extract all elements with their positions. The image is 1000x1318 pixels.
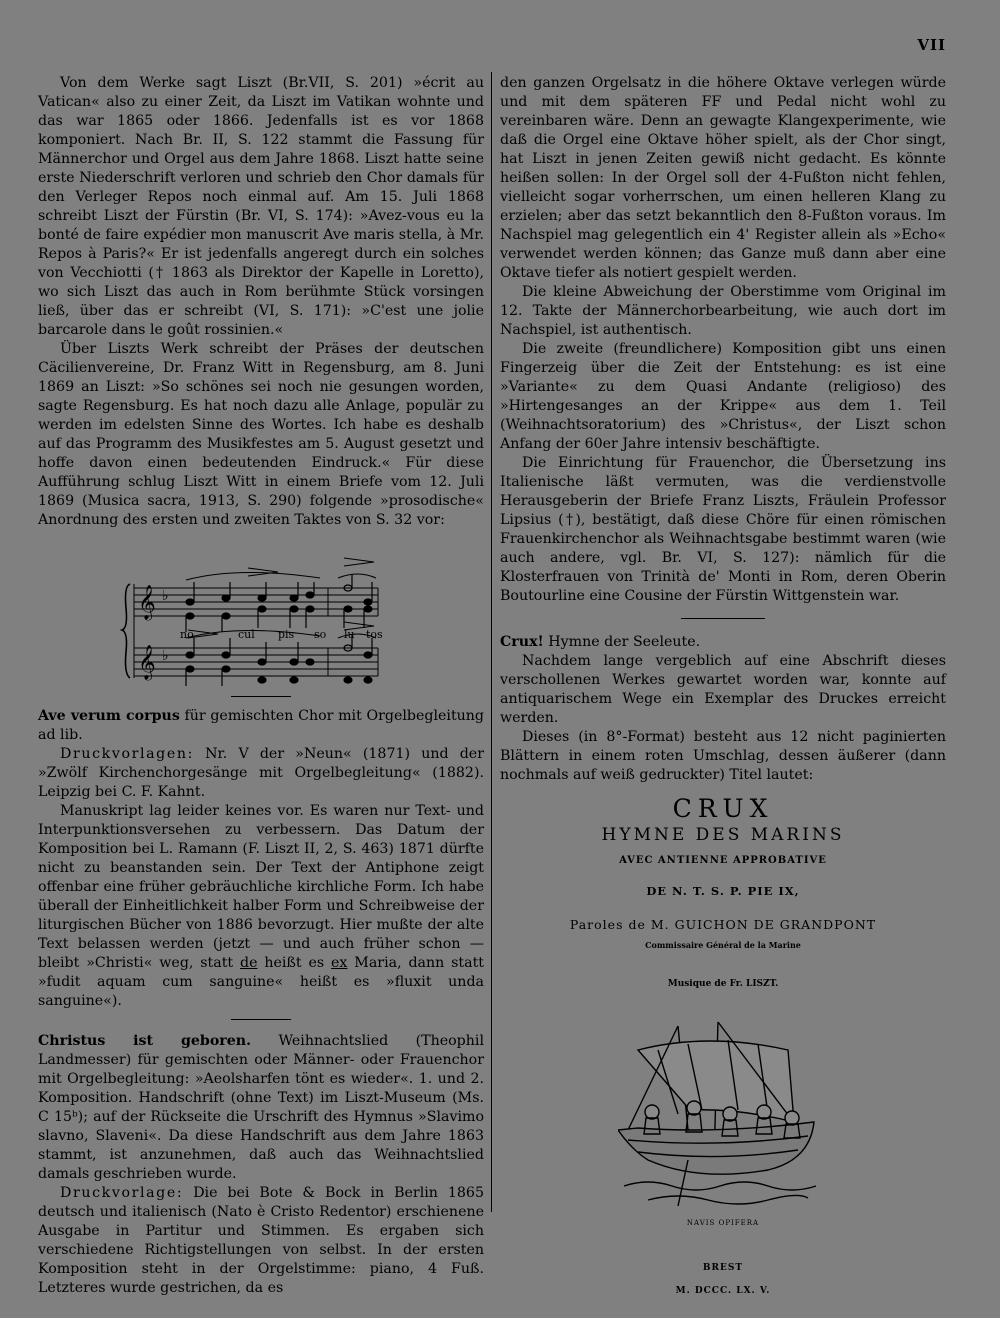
paragraph-zweite-komposition: Die zweite (freundlichere) Komposition gibt uns einen Fingerzeig über die Zeit der Entstehung: es ist eine »Variante« zu dem Quasi Andante (religioso) des »Hirtengesanges an der Krippe« aus dem 1. Teil (Weihnachtsoratorium) des »Christus«, der Liszt schon Anfang der 60er Jahre intensiv beschäftigte.: [500, 341, 946, 452]
lyric-syllable: lu: [344, 628, 355, 641]
facsimile-place: BREST: [702, 1263, 744, 1273]
christus-title: Christus ist geboren.: [38, 1033, 252, 1049]
druckvorlage-text: Die bei Bote & Bock in Berlin 1865 deutsch und italienisch (Nato è Cristo Redentor) erschienene Ausgabe in Partitur und Stimmen. Es ergaben sich verschiedene Richtigstellungen von selbst. In der ersten Komposition steht in der Orgelstimme: piano, 4 Fuß. Letzteres wurde gestrichen, da es: [38, 1185, 484, 1296]
column-rule: [491, 72, 492, 1212]
treble-clef-icon: 𝄞: [138, 645, 156, 680]
ave-verum-heading: [38, 707, 484, 745]
page-number: VII: [917, 36, 946, 54]
facsimile-line: AVEC ANTIENNE APPROBATIVE: [619, 855, 827, 866]
paragraph-abweichung: Die kleine Abweichung der Oberstimme vom Original im 12. Takte der Männerchorbearbeitung, wie auch dort im Nachspiel, ist authentisch.: [500, 284, 946, 338]
druckvorlagen-text: Nr. V der »Neun« (1871) und der »Zwölf Kirchenchorgesänge mit Orgelbegleitung« (1882). Leipzig bei C. F. Kahnt.: [38, 746, 484, 800]
right-column: [500, 74, 946, 1301]
lyric-syllable: cul: [238, 628, 255, 641]
christus-druckvorlage: [38, 1184, 484, 1298]
staff-lower: [134, 648, 378, 676]
paragraph-orgelsatz: den ganzen Orgelsatz in die höhere Oktave verlegen würde und mit dem späteren FF und Pedal nicht wohl zu vereinbaren wäre. Denn an gewagte Klangexperimente, wie daß die Orgel eine Oktave höher spielt, als der Chor singt, hat Liszt in jenen Zeiten gewiß nicht gedacht. Es könnte heißen sollen: In der Orgel soll der 4-Fußton nicht fehlen, vielleicht sogar vorherrschen, um einen helleren Klang zu erzielen; aber das setzt bekanntlich den 8-Fußton voraus. Im Nachspiel mag gelegentlich ein 4' Register allein als »Echo« verwendet werden können; das Ganze muß dann aber eine Oktave tiefer als notiert gespielt werden.: [500, 75, 946, 281]
illustration-caption: NAVIS OPIFERA: [686, 1219, 760, 1227]
facsimile-title: CRUX: [672, 794, 774, 823]
christus-description: Weihnachtslied (Theophil Landmesser) für gemischten oder Männer- oder Frauenchor mit Orgelbegleitung: »Aeolsharfen tönt es wieder«. 1. und 2. Komposition. Handschrift (ohne Text) im Liszt-Museum (Ms. C 15ᵇ); auf der Rückseite die Urschrift des Hymnus »Slavimo slavno, Slaveni«. Da diese Handschrift aus dem Jahre 1863 stammt, ist anzunehmen, daß auch das Weihnachtslied damals geschrieben wurde.: [38, 1033, 484, 1182]
section-separator: [231, 1019, 291, 1020]
left-column: [38, 74, 484, 1298]
crux-subtitle: Hymne der Seeleute.: [543, 634, 701, 650]
facsimile-composer: Musique de Fr. LISZT.: [667, 979, 779, 989]
lyric-syllable: tos: [366, 628, 383, 641]
facsimile-lyricist-title: Commissaire Général de la Marine: [645, 940, 801, 950]
crux-heading: [500, 633, 946, 652]
svg-text:♭: ♭: [162, 648, 169, 664]
music-example: [38, 538, 484, 688]
ave-verum-notes: Manuskript lag leider keines vor. Es waren nur Text- und Interpunktionsversehen zu verbessern. Das Datum der Komposition bei L. Ramann (F. Liszt II, 2, S. 463) 1871 dürfte nicht zu beanstanden sein. Der Text der Antiphone zeigt offenbar eine früher gebräuchliche kirchliche Form. Ich habe überall der Einheitlichkeit halber Form und Schreibweise der liturgischen Bücher von 1886 bevorzugt. Hier mußte der alte Text belassen werden (jetzt — und auch früher schon — bleibt »Christi« weg, statt de heißt es ex Maria, dann statt »fudit aquam cum sanguine« heißt es »fluxit unda sanguine«).: [38, 803, 484, 1009]
svg-text:♭: ♭: [162, 588, 169, 604]
ship-illustration: [618, 1010, 828, 1210]
christus-heading: [38, 1032, 484, 1184]
treble-clef-icon: 𝄞: [138, 585, 156, 620]
lyric-syllable: pis: [278, 628, 295, 641]
facsimile-lyricist: Paroles de M. GUICHON DE GRANDPONT: [569, 917, 877, 932]
lyric-syllable: so: [314, 628, 327, 641]
druckvorlagen-label: Druckvorlagen:: [60, 746, 194, 762]
staff-upper: [134, 588, 378, 616]
paragraph-ave-maris-stella: Von dem Werke sagt Liszt (Br.VII, S. 201) »écrit au Vatican« also zu einer Zeit, da Liszt im Vatikan wohnte und das war 1865 oder 1866. Jedenfalls ist es vor 1868 komponiert. Nach Br. II, S. 122 stammt die Fassung für Männerchor und Orgel aus dem Jahre 1868. Liszt hatte seine erste Niederschrift verloren und schrieb den Chor damals für den Verleger Repos noch einmal auf. Am 15. Juli 1868 schreibt Liszt der Fürstin (Br. VI, S. 174): »Avez-vous eu la bonté de faire expédier mon manuscrit Ave maris stella, à Mr. Repos à Paris?« Er ist jedenfalls angeregt durch ein solches von Vecchiotti († 1863 als Direktor der Kapelle in Loretto), wo sich Liszt das auch in Rom berühmte Stück vorsingen ließ, über das er schreibt (VI, S. 171): »C'est une jolie barcarole dans le goût rossinien.«: [38, 75, 484, 338]
lyric-syllable: no: [180, 628, 194, 641]
ave-verum-druckvorlagen: [38, 745, 484, 802]
paragraph-abschrift: Nachdem lange vergeblich auf eine Abschrift dieses verschollenen Werkes gewartet worden war, konnte auf antiquarischem Wege ein Exemplar des Druckes erreicht werden.: [500, 653, 946, 726]
facsimile-line: DE N. T. S. P. PIE IX,: [646, 884, 800, 898]
brace-icon: [122, 584, 130, 678]
title-page-facsimile: [500, 794, 946, 1301]
ave-verum-title: Ave verum corpus: [38, 708, 180, 724]
paragraph-format: Dieses (in 8°-Format) besteht aus 12 nicht paginierten Blättern in einem roten Umschlag, dessen äußerer (dann nochmals auf weiß gedruckter) Titel lautet:: [500, 729, 946, 783]
ave-verum-subtitle: für gemischten Chor mit Orgelbegleitung ad lib.: [38, 708, 484, 743]
section-separator: [231, 696, 291, 697]
paragraph-witt-letter: Über Liszts Werk schreibt der Präses der deutschen Cäcilienvereine, Dr. Franz Witt in Regensburg, am 8. Juni 1869 an Liszt: »So schönes sei noch nie gesungen worden, sagte Regensburg. Es hat noch dazu alle Anlage, populär zu werden im edelsten Sinne des Wortes. Ich habe es deshalb auf das Programm des Musikfestes am 5. August gesetzt und hoffe davon einen bedeutenden Eindruck.« Für diese Aufführung schlug Liszt Witt in einem Briefe vom 12. Juli 1869 (Musica sacra, 1913, S. 290) folgende »prosodische« Anordnung des ersten und zweiten Taktes von S. 32 vor:: [38, 341, 484, 528]
facsimile-subtitle: HYMNE DES MARINS: [601, 825, 845, 845]
druckvorlage-label: Druckvorlage:: [60, 1185, 184, 1201]
crux-title: Crux!: [500, 634, 544, 650]
facsimile-year: M. DCCC. LX. V.: [675, 1286, 771, 1296]
section-separator: [681, 618, 765, 619]
paragraph-frauenchor: Die Einrichtung für Frauenchor, die Übersetzung ins Italienische läßt vermuten, was die verdienstvolle Herausgeberin der Briefe Franz Liszts, Fräulein Professor Lipsius (†), bestätigt, daß diese Chöre für einen römischen Frauenkirchenchor als Weihnachtsgabe bestimmt waren (wie auch andere, vgl. Br. VI, S. 127): nämlich für die Klosterfrauen von Trinità de' Monti in Rom, deren Oberin Boutourline eine Cousine der Fürstin Wittgenstein war.: [500, 455, 946, 604]
